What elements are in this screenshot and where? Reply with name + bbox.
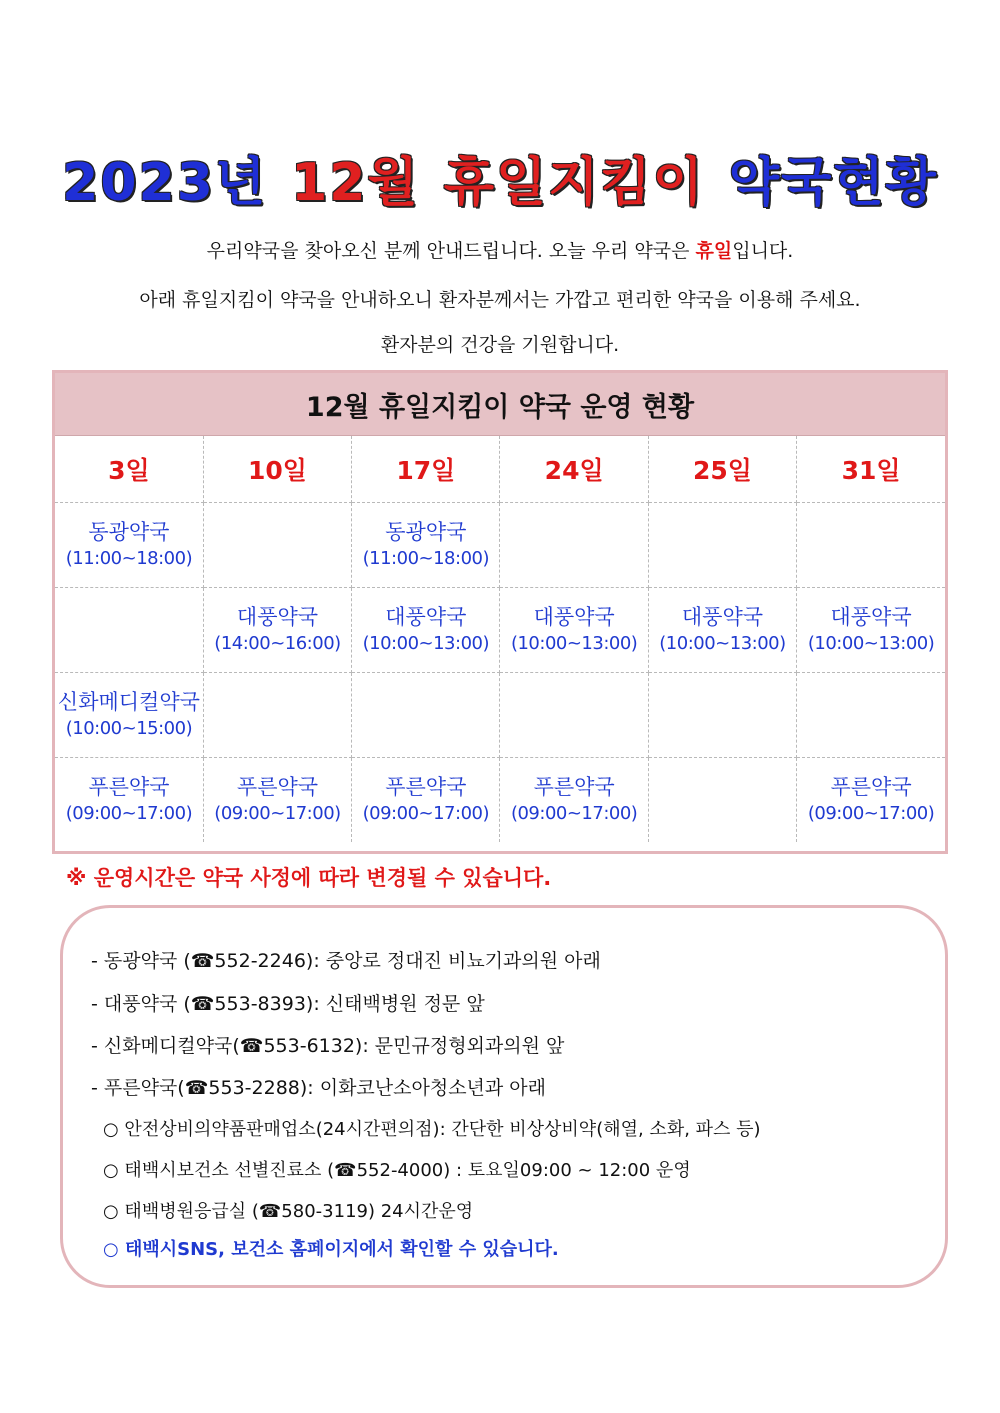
pharmacy-hours: (10:00~13:00) [659, 633, 786, 654]
pharmacy-name: 신화메디컬약국 [57, 690, 200, 714]
intro-line-2: 아래 휴일지킴이 약국을 안내하오니 환자분께서는 가깝고 편리한 약국을 이용해 주세요. [139, 289, 861, 311]
intro-highlight: 휴일 [695, 240, 733, 262]
pharmacy-name: 동광약국 [385, 520, 467, 544]
pharmacy-row-daepung [55, 588, 945, 673]
pharmacy-name: 동광약국 [88, 520, 170, 544]
schedule-cell [203, 503, 351, 588]
pharmacy-hours: (09:00~17:00) [807, 803, 935, 824]
schedule-cell [352, 588, 500, 673]
pharmacy-hours: (09:00~17:00) [510, 803, 638, 824]
schedule-cell [352, 758, 500, 843]
schedule-cell [203, 673, 351, 758]
pharmacy-name: 푸른약국 [88, 775, 170, 799]
intro-line-3: 환자분의 건강을 기원합니다. [380, 334, 620, 356]
schedule-cell [797, 758, 945, 843]
day-header: 24일 [500, 436, 648, 503]
schedule-header: 12월 휴일지킴이 약국 운영 현황 [55, 373, 945, 436]
notice-text: ※ 운영시간은 약국 사정에 따라 변경될 수 있습니다. [66, 866, 552, 890]
pharmacy-row-shinhwa [55, 673, 945, 758]
pharmacy-name: 대풍약국 [533, 605, 615, 629]
pharmacy-name: 대풍약국 [681, 605, 764, 629]
pharmacy-name: 푸른약국 [830, 775, 912, 799]
day-header: 10일 [203, 436, 351, 503]
pharmacy-info-daepung: - 대풍약국 (☎553-8393): 신태백병원 정문 앞 [91, 993, 485, 1015]
pharmacy-info-shinhwa: - 신화메디컬약국(☎553-6132): 문민규정형외과의원 앞 [91, 1035, 565, 1057]
day-header: 3일 [55, 436, 203, 503]
pharmacy-hours: (11:00~18:00) [362, 548, 489, 569]
title-year: 2023년 [62, 153, 268, 213]
schedule-cell [55, 503, 203, 588]
pharmacy-name: 대풍약국 [236, 605, 319, 629]
intro-line-1-a: 우리약국을 찾아오신 분께 안내드립니다. 오늘 우리 약국은 [206, 240, 696, 262]
pharmacy-name: 푸른약국 [385, 775, 467, 799]
schedule-cell [500, 758, 648, 843]
pharmacy-info-donggwang: - 동광약국 (☎552-2246): 중앙로 정대진 비뇨기과의원 아래 [91, 950, 601, 972]
schedule-cell [648, 503, 796, 588]
pharmacy-hours: (10:00~15:00) [65, 718, 193, 739]
schedule-cell [203, 758, 351, 843]
pharmacy-hours: (10:00~13:00) [807, 633, 935, 654]
pharmacy-hours: (10:00~13:00) [510, 633, 638, 654]
schedule-grid [55, 436, 945, 842]
schedule-cell [648, 588, 796, 673]
info-extra-emergency-room: ○ 태백병원응급실 (☎580-3119) 24시간운영 [103, 1201, 474, 1222]
info-extra-convenience-store: ○ 안전상비의약품판매업소(24시간편의점): 간단한 비상상비약(해열, 소화, 파스 등) [103, 1119, 761, 1140]
day-header-row [55, 436, 945, 503]
page-title [0, 140, 1000, 215]
intro-line-1 [0, 236, 1000, 263]
schedule-cell [797, 673, 945, 758]
intro-line-1-b: 입니다. [732, 240, 794, 262]
schedule-table [52, 370, 948, 854]
title-month: 12월 [291, 153, 420, 213]
pharmacy-name: 대풍약국 [385, 605, 467, 629]
pharmacy-name: 푸른약국 [533, 775, 615, 799]
schedule-cell [352, 503, 500, 588]
schedule-cell [352, 673, 500, 758]
info-sns-note: ○ 태백시SNS, 보건소 홈페이지에서 확인할 수 있습니다. [103, 1239, 559, 1260]
pharmacy-info-pureun: - 푸른약국(☎553-2288): 이화코난소아청소년과 아래 [91, 1077, 547, 1099]
schedule-cell [500, 588, 648, 673]
pharmacy-hours: (10:00~13:00) [362, 633, 489, 654]
pharmacy-hours: (09:00~17:00) [65, 803, 193, 824]
schedule-cell [648, 673, 796, 758]
schedule-cell [55, 758, 203, 843]
schedule-cell [55, 588, 203, 673]
info-extra-health-center: ○ 태백시보건소 선별진료소 (☎552-4000) : 토요일09:00 ~ 12:00 운영 [103, 1160, 691, 1181]
pharmacy-row-pureun [55, 758, 945, 843]
info-box [60, 905, 948, 1288]
pharmacy-hours: (11:00~18:00) [65, 548, 193, 569]
schedule-cell [797, 503, 945, 588]
pharmacy-row-donggwang [55, 503, 945, 588]
pharmacy-hours: (14:00~16:00) [214, 633, 341, 654]
day-header: 25일 [648, 436, 796, 503]
title-middle: 휴일지킴이 [443, 153, 705, 213]
pharmacy-hours: (09:00~17:00) [214, 803, 341, 824]
schedule-cell [500, 503, 648, 588]
schedule-cell [500, 673, 648, 758]
pharmacy-hours: (09:00~17:00) [362, 803, 489, 824]
schedule-cell [797, 588, 945, 673]
schedule-cell [203, 588, 351, 673]
schedule-cell [648, 758, 796, 843]
day-header: 17일 [352, 436, 500, 503]
pharmacy-name: 대풍약국 [830, 605, 912, 629]
day-header: 31일 [797, 436, 945, 503]
title-end: 약국현황 [728, 153, 938, 213]
schedule-cell [55, 673, 203, 758]
pharmacy-name: 푸른약국 [236, 775, 319, 799]
